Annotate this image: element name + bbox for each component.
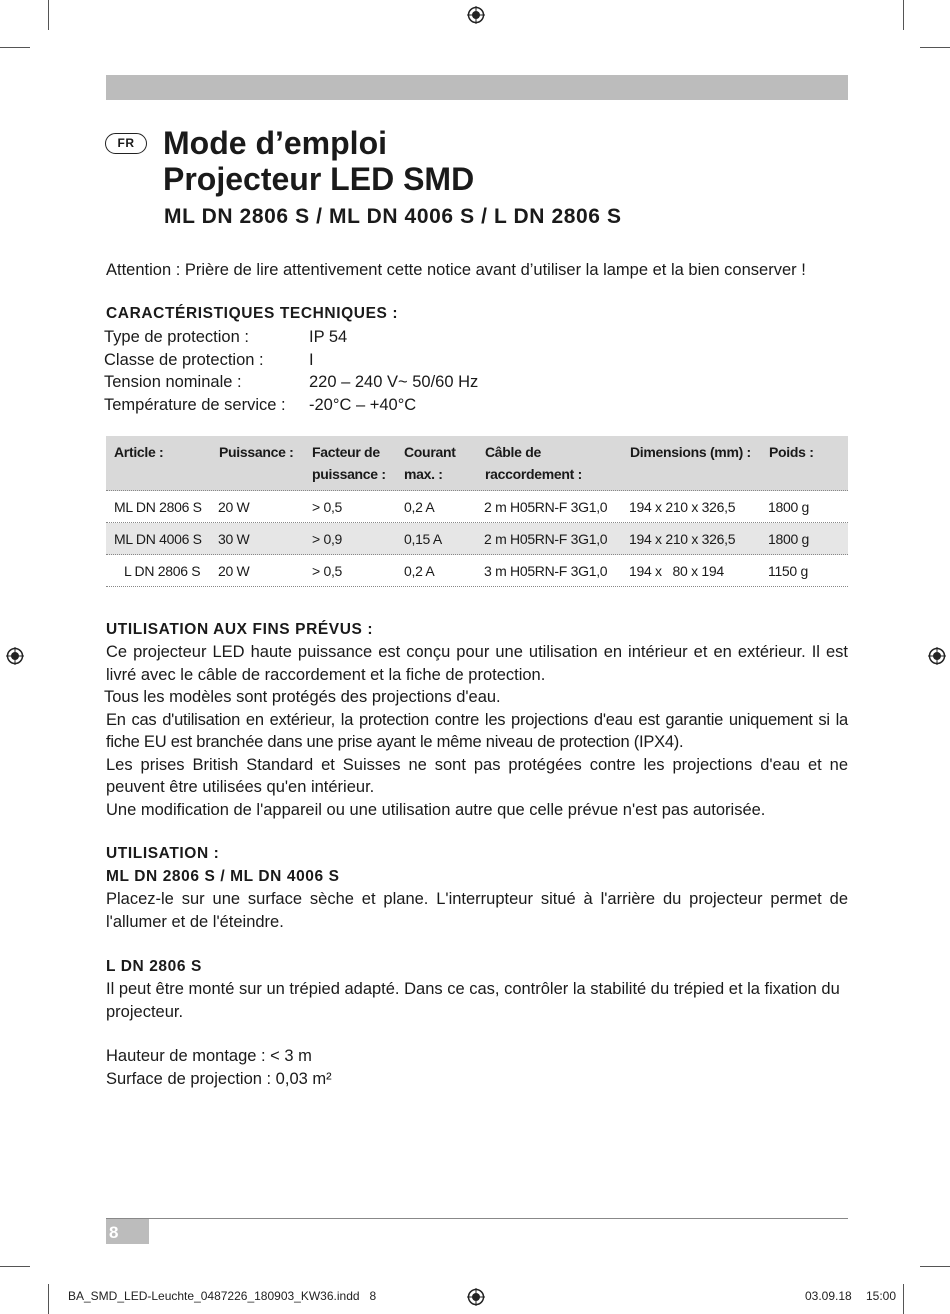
table-cell: 1800 g xyxy=(768,499,810,515)
table-cell: 20 W xyxy=(218,499,250,515)
spec-row xyxy=(104,394,416,417)
table-cell: 30 W xyxy=(218,531,250,547)
column-header: Poids : xyxy=(769,444,814,460)
table-cell: 0,2 A xyxy=(404,499,435,515)
page-title xyxy=(163,125,474,197)
table-header xyxy=(106,436,848,491)
spec-row xyxy=(104,371,478,394)
table-cell: ML DN 2806 S xyxy=(114,499,202,515)
spec-value: I xyxy=(309,351,314,369)
column-header: Puissance : xyxy=(219,444,294,460)
intended-use-body xyxy=(106,641,848,821)
mounting-height: Hauteur de montage : < 3 m xyxy=(106,1047,312,1065)
table-cell: 0,2 A xyxy=(404,563,435,579)
registration-mark-icon xyxy=(6,647,24,665)
spec-label: Type de protection : xyxy=(104,328,249,346)
table-row xyxy=(106,523,848,555)
table-cell: 194 x 210 x 326,5 xyxy=(629,531,736,547)
table-cell: 194 x 80 x 194 xyxy=(629,563,724,579)
usage-subheading: L DN 2806 S xyxy=(106,958,202,975)
spec-value: IP 54 xyxy=(309,328,348,346)
column-header: Article : xyxy=(114,444,164,460)
registration-mark-icon xyxy=(928,647,946,665)
attention-note: Attention : Prière de lire attentivement cette notice avant d’utiliser la lampe et la bien conserver ! xyxy=(106,261,806,279)
crop-mark xyxy=(48,0,49,30)
paragraph: Une modification de l'appareil ou une utilisation autre que celle prévue n'est pas autorisée. xyxy=(106,800,766,819)
column-header: Dimensions (mm) : xyxy=(630,444,751,460)
intended-use-heading: UTILISATION AUX FINS PRÉVUS : xyxy=(106,621,374,638)
spec-label: Classe de protection : xyxy=(104,351,264,369)
table-cell: > 0,5 xyxy=(312,499,343,515)
table-cell: ML DN 4006 S xyxy=(114,531,202,547)
tech-heading: CARACTÉRISTIQUES TECHNIQUES : xyxy=(106,305,399,322)
crop-mark xyxy=(903,0,904,30)
crop-mark xyxy=(903,1284,904,1314)
usage-heading: UTILISATION : xyxy=(106,845,220,862)
table-cell: 20 W xyxy=(218,563,250,579)
table-cell: > 0,9 xyxy=(312,531,343,547)
page-number: 8 xyxy=(106,1219,149,1244)
spec-table xyxy=(106,436,848,587)
spec-row xyxy=(104,349,314,372)
title-line-2: Projecteur LED SMD xyxy=(163,161,475,197)
registration-mark-icon xyxy=(467,6,485,24)
table-cell: 2 m H05RN-F 3G1,0 xyxy=(484,499,608,515)
spec-row xyxy=(104,326,347,349)
table-cell: 1800 g xyxy=(768,531,810,547)
crop-mark xyxy=(920,47,950,48)
crop-mark xyxy=(920,1266,950,1267)
spec-value: -20°C – +40°C xyxy=(309,396,417,414)
table-row xyxy=(106,491,848,523)
column-header: Courant max. : xyxy=(404,444,456,482)
crop-mark xyxy=(0,1266,30,1267)
paragraph: Ce projecteur LED haute puissance est conçu pour une utilisation en intérieur et en extérieur. Il est livré avec le câble de raccordement et la fiche de protection. xyxy=(106,643,848,684)
paragraph: En cas d'utilisation en extérieur, la protection contre les projections d'eau est garantie uniquement si la fiche EU est branchée dans une prise ayant le même niveau de protection (IPX4). xyxy=(106,710,848,751)
table-cell: 0,15 A xyxy=(404,531,442,547)
model-list: ML DN 2806 S / ML DN 4006 S / L DN 2806 S xyxy=(164,205,622,228)
paragraph: Tous les modèles sont protégés des projections d'eau. xyxy=(104,688,501,706)
table-cell: 1150 g xyxy=(768,563,808,579)
slug-filename: BA_SMD_LED-Leuchte_0487226_180903_KW36.indd 8 xyxy=(68,1289,377,1303)
spec-label: Tension nominale : xyxy=(104,373,242,391)
table-row xyxy=(106,555,848,587)
title-line-1: Mode d’emploi xyxy=(163,125,387,161)
column-header: Câble de raccordement : xyxy=(485,444,582,482)
table-cell: 194 x 210 x 326,5 xyxy=(629,499,736,515)
spec-label: Température de service : xyxy=(104,396,286,414)
header-band xyxy=(106,75,848,100)
slug-time: 15:00 xyxy=(866,1289,897,1303)
spec-value: 220 – 240 V~ 50/60 Hz xyxy=(309,373,479,391)
table-cell: L DN 2806 S xyxy=(124,563,201,579)
table-cell: 3 m H05RN-F 3G1,0 xyxy=(484,563,608,579)
slug-date: 03.09.18 xyxy=(805,1289,852,1303)
usage-body: Placez-le sur une surface sèche et plane. L'interrupteur situé à l'arrière du projecteur permet de l'allumer et de l'éteindre. xyxy=(106,890,848,931)
column-header: Facteur de puissance : xyxy=(312,444,386,482)
language-badge: FR xyxy=(105,133,147,154)
crop-mark xyxy=(0,47,30,48)
crop-mark xyxy=(48,1284,49,1314)
usage-subheading: ML DN 2806 S / ML DN 4006 S xyxy=(106,868,340,885)
table-cell: > 0,5 xyxy=(312,563,343,579)
paragraph: Les prises British Standard et Suisses ne sont pas protégées contre les projections d'eau et ne peuvent être utilisées qu'en intérieur. xyxy=(106,755,848,796)
footer-rule xyxy=(106,1218,848,1219)
projection-surface: Surface de projection : 0,03 m² xyxy=(106,1070,332,1088)
usage-body: Il peut être monté sur un trépied adapté. Dans ce cas, contrôler la stabilité du trépied et la fixation du projecteur. xyxy=(106,980,840,1021)
table-cell: 2 m H05RN-F 3G1,0 xyxy=(484,531,608,547)
registration-mark-icon xyxy=(467,1288,485,1306)
